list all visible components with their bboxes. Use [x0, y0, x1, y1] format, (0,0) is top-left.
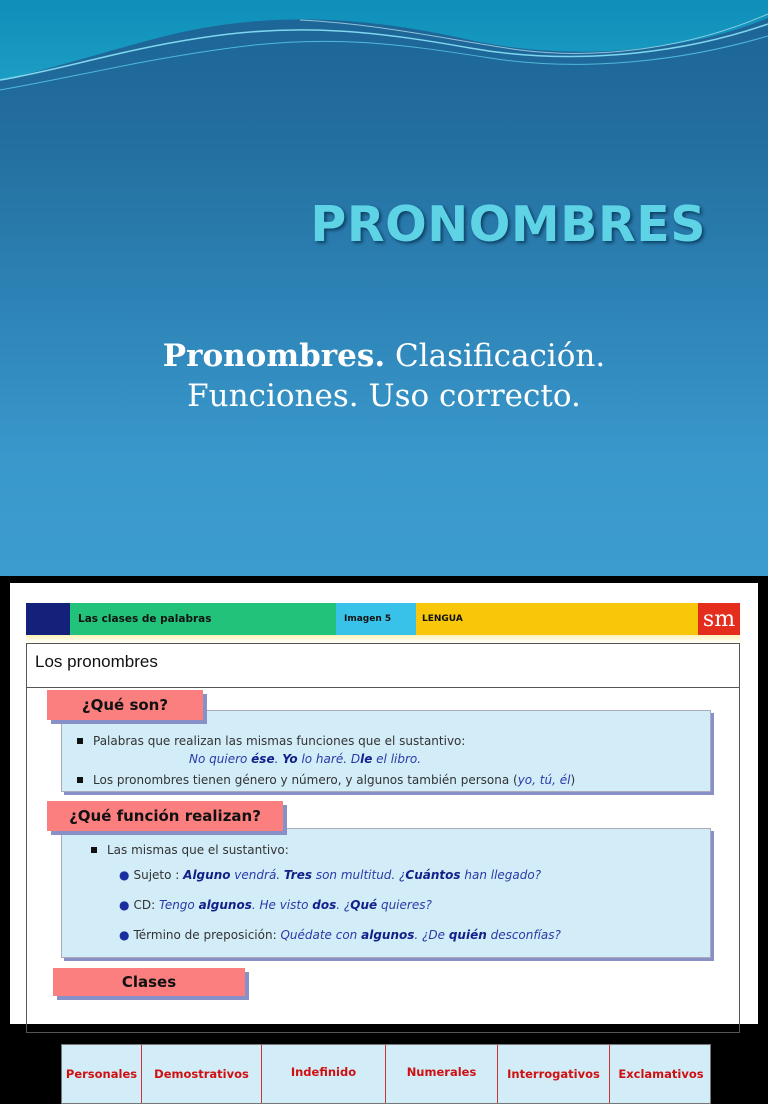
dot-bullet-icon: ● [119, 868, 130, 882]
example-text: . ¿De [414, 928, 449, 942]
clases-column-label: Personales [65, 1067, 138, 1081]
example-sentence [189, 752, 421, 766]
clases-tag: Clases [53, 968, 245, 996]
example-sentence [159, 898, 432, 912]
example-pronoun: Qué [350, 898, 378, 912]
example-text: vendrá. [230, 868, 284, 882]
example-pronoun: algunos [361, 928, 415, 942]
subtitle-bold: Pronombres. [162, 338, 386, 374]
example-text: el libro. [372, 752, 422, 766]
square-bullet-icon [77, 777, 83, 783]
clases-column-personales [62, 1045, 142, 1103]
funcion-sujeto: ● Sujeto : Alguno vendrá. Tres son multitud. ¿Cuántos han llegado? [119, 868, 542, 882]
example-sentence [280, 928, 560, 942]
clases-column-label: Numerales [406, 1065, 477, 1079]
pronouns-slide [10, 583, 758, 1081]
header-subject: LENGUA [416, 603, 698, 635]
que-son-bullet-2: Los pronombres tienen género y número, y algunos también persona (yo, tú, él) [77, 773, 575, 787]
dot-bullet-icon: ● [119, 898, 130, 912]
clases-column-label: Indefinido [290, 1065, 357, 1079]
header-section: Las clases de palabras [70, 603, 336, 635]
example-text: desconfías? [486, 928, 561, 942]
clases-column-indefinido [262, 1045, 386, 1103]
funcion-intro: Las mismas que el sustantivo: [91, 843, 289, 857]
example-text: quieres? [377, 898, 432, 912]
funcion-tag: ¿Qué función realizan? [47, 801, 283, 831]
example-pronoun: ése [251, 752, 275, 766]
example-text: Tengo [158, 898, 199, 912]
slide-title: PRONOMBRES [310, 196, 706, 253]
clases-column-label: Exclamativos [618, 1067, 704, 1081]
header-bar [26, 603, 740, 635]
wave-decoration [0, 0, 768, 110]
example-sentence [183, 868, 541, 882]
header-navy-block [26, 603, 70, 635]
content-title: Los pronombres [35, 652, 158, 671]
subtitle-line2: Funciones. Uso correcto. [187, 378, 581, 414]
publisher-logo: sm [698, 603, 740, 635]
clases-column-interrogativos [498, 1045, 610, 1103]
square-bullet-icon [91, 847, 97, 853]
que-son-tag: ¿Qué son? [47, 690, 203, 720]
example-text: No quiero [189, 752, 252, 766]
clases-table [61, 1044, 711, 1104]
example-text: . [274, 752, 283, 766]
example-pronoun: Yo [282, 752, 298, 766]
example-pronoun: dos [312, 898, 337, 912]
clases-column-label: Demostrativos [154, 1067, 249, 1081]
example-text: . He visto [251, 898, 313, 912]
square-bullet-icon [77, 738, 83, 744]
content-header [27, 644, 739, 688]
clases-column-demostrativos [142, 1045, 262, 1103]
example-text: lo haré. D [297, 752, 361, 766]
example-pronoun: quién [448, 928, 487, 942]
clases-column-numerales [386, 1045, 498, 1103]
header-shade [26, 635, 740, 643]
que-son-example-1 [189, 752, 421, 766]
clases-column-label: Interrogativos [507, 1067, 600, 1081]
que-son-bullet-1: Palabras que realizan las mismas funciones que el sustantivo: [77, 734, 465, 748]
example-text: Quédate con [280, 928, 362, 942]
example-pronoun: algunos [198, 898, 252, 912]
example-text: . ¿ [336, 898, 351, 912]
funcion-termino: ● Término de preposición: Quédate con algunos. ¿De quién desconfías? [119, 928, 561, 942]
clases-column-exclamativos [610, 1045, 712, 1103]
content-box [26, 643, 740, 1081]
header-image-label: Imagen 5 [336, 603, 416, 635]
dot-bullet-icon: ● [119, 928, 130, 942]
example-pronoun: Tres [283, 868, 312, 882]
funcion-cd: ● CD: Tengo algunos. He visto dos. ¿Qué quieres? [119, 898, 432, 912]
example-pronoun: le [360, 752, 373, 766]
slide-subtitle [0, 336, 768, 416]
example-pronoun: Alguno [183, 868, 231, 882]
example-text: han llegado? [460, 868, 542, 882]
example-pronoun: Cuántos [405, 868, 461, 882]
example-text: son multitud. ¿ [312, 868, 406, 882]
subtitle-part: Clasificación. [385, 338, 606, 374]
